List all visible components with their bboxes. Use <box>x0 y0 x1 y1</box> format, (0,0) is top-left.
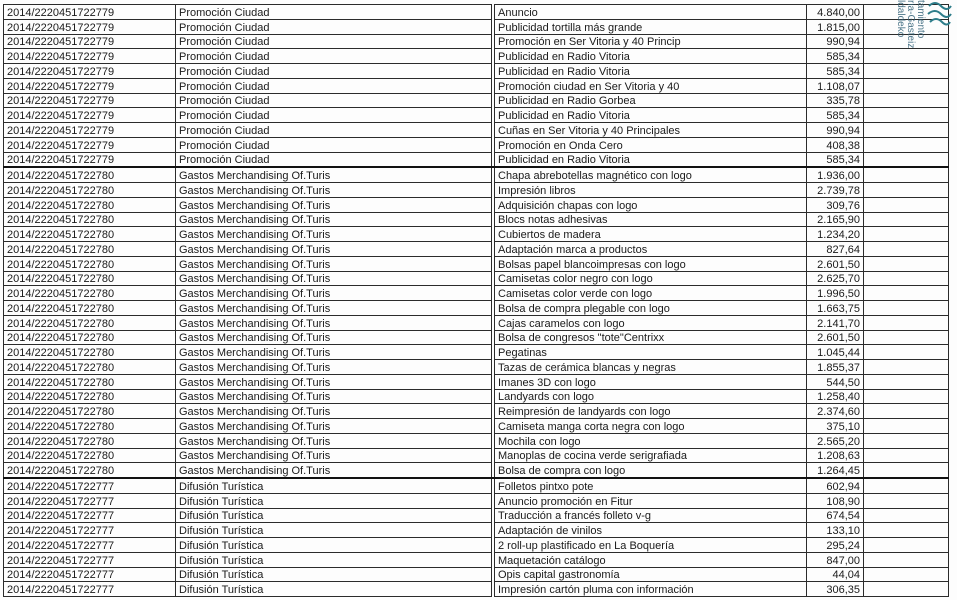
expense-amount-cell: 585,34 <box>807 152 864 167</box>
expense-code-cell: 2014/2220451722779 <box>4 34 176 49</box>
expense-category-cell: Gastos Merchandising Of.Turis <box>176 360 492 375</box>
table-row <box>4 49 949 64</box>
expense-description-cell: Reimpresión de landyards con logo <box>495 404 807 419</box>
expense-amount-cell: 2.565,20 <box>807 433 864 448</box>
expense-category-cell: Gastos Merchandising Of.Turis <box>176 374 492 389</box>
empty-cell <box>864 523 949 538</box>
table-row <box>4 152 949 167</box>
empty-cell <box>864 538 949 553</box>
expense-amount-cell: 1.996,50 <box>807 286 864 301</box>
empty-cell <box>864 345 949 360</box>
table-row <box>4 330 949 345</box>
expense-description-cell: Bolsa de compra con logo <box>495 463 807 478</box>
table-row <box>4 345 949 360</box>
empty-cell <box>864 227 949 242</box>
expense-description-cell: Bolsas papel blancoimpresas con logo <box>495 256 807 271</box>
table-row <box>4 123 949 138</box>
table-row <box>4 478 949 493</box>
expense-amount-cell: 1.045,44 <box>807 345 864 360</box>
empty-cell <box>864 242 949 257</box>
empty-cell <box>864 256 949 271</box>
table-row <box>4 389 949 404</box>
expense-description-cell: Publicidad en Radio Vitoria <box>495 108 807 123</box>
empty-cell <box>864 374 949 389</box>
expense-description-cell: Publicidad tortilla más grande <box>495 19 807 34</box>
expense-description-cell: Publicidad en Radio Vitoria <box>495 152 807 167</box>
table-row <box>4 108 949 123</box>
empty-cell <box>864 552 949 567</box>
expense-amount-cell: 674,54 <box>807 508 864 523</box>
expense-amount-cell: 2.141,70 <box>807 315 864 330</box>
expense-description-cell: Publicidad en Radio Vitoria <box>495 49 807 64</box>
table-row <box>4 493 949 508</box>
expense-category-cell: Gastos Merchandising Of.Turis <box>176 183 492 198</box>
expense-description-cell: Camisetas color negro con logo <box>495 271 807 286</box>
expense-description-cell: Camiseta manga corta negra con logo <box>495 419 807 434</box>
table-row <box>4 419 949 434</box>
table-row <box>4 315 949 330</box>
empty-cell <box>864 448 949 463</box>
expense-amount-cell: 585,34 <box>807 108 864 123</box>
table-row <box>4 374 949 389</box>
empty-cell <box>864 493 949 508</box>
expense-description-cell: Cajas caramelos con logo <box>495 315 807 330</box>
expense-description-cell: Cubiertos de madera <box>495 227 807 242</box>
empty-cell <box>864 433 949 448</box>
expense-category-cell: Difusión Turística <box>176 552 492 567</box>
expense-category-cell: Promoción Ciudad <box>176 19 492 34</box>
expense-amount-cell: 827,64 <box>807 242 864 257</box>
expense-category-cell: Difusión Turística <box>176 508 492 523</box>
expense-category-cell: Gastos Merchandising Of.Turis <box>176 463 492 478</box>
expense-category-cell: Promoción Ciudad <box>176 93 492 108</box>
expense-amount-cell: 1.855,37 <box>807 360 864 375</box>
expense-category-cell: Gastos Merchandising Of.Turis <box>176 389 492 404</box>
expense-amount-cell: 1.264,45 <box>807 463 864 478</box>
expense-amount-cell: 2.601,50 <box>807 256 864 271</box>
expense-amount-cell: 108,90 <box>807 493 864 508</box>
expense-code-cell: 2014/2220451722779 <box>4 108 176 123</box>
table-row <box>4 523 949 538</box>
expense-code-cell: 2014/2220451722779 <box>4 64 176 79</box>
expense-code-cell: 2014/2220451722780 <box>4 448 176 463</box>
empty-cell <box>864 271 949 286</box>
expense-description-cell: Publicidad en Radio Vitoria <box>495 64 807 79</box>
expense-amount-cell: 1.815,00 <box>807 19 864 34</box>
expense-amount-cell: 306,35 <box>807 582 864 597</box>
expense-code-cell: 2014/2220451722780 <box>4 167 176 182</box>
expense-category-cell: Promoción Ciudad <box>176 34 492 49</box>
expense-category-cell: Promoción Ciudad <box>176 108 492 123</box>
expense-category-cell: Difusión Turística <box>176 523 492 538</box>
expense-description-cell: Camisetas color verde con logo <box>495 286 807 301</box>
table-row <box>4 463 949 478</box>
expense-category-cell: Gastos Merchandising Of.Turis <box>176 448 492 463</box>
empty-cell <box>864 582 949 597</box>
table-row <box>4 34 949 49</box>
table-row <box>4 508 949 523</box>
empty-cell <box>864 330 949 345</box>
table-row <box>4 301 949 316</box>
expense-code-cell: 2014/2220451722777 <box>4 567 176 582</box>
table-row <box>4 137 949 152</box>
table-row <box>4 360 949 375</box>
expense-amount-cell: 847,00 <box>807 552 864 567</box>
expense-code-cell: 2014/2220451722779 <box>4 93 176 108</box>
expense-description-cell: Promoción en Ser Vitoria y 40 Princip <box>495 34 807 49</box>
expense-amount-cell: 990,94 <box>807 123 864 138</box>
expense-code-cell: 2014/2220451722779 <box>4 5 176 20</box>
empty-cell <box>864 301 949 316</box>
empty-cell <box>864 183 949 198</box>
expense-code-cell: 2014/2220451722779 <box>4 152 176 167</box>
table-row <box>4 404 949 419</box>
expense-description-cell: Mochila con logo <box>495 433 807 448</box>
expense-code-cell: 2014/2220451722779 <box>4 123 176 138</box>
expense-code-cell: 2014/2220451722780 <box>4 183 176 198</box>
empty-cell <box>864 152 949 167</box>
expense-amount-cell: 2.739,78 <box>807 183 864 198</box>
table-row <box>4 183 949 198</box>
ledger-body <box>4 5 949 597</box>
empty-cell <box>864 78 949 93</box>
expense-category-cell: Promoción Ciudad <box>176 49 492 64</box>
expense-category-cell: Promoción Ciudad <box>176 152 492 167</box>
table-row <box>4 212 949 227</box>
expense-amount-cell: 2.165,90 <box>807 212 864 227</box>
expense-amount-cell: 335,78 <box>807 93 864 108</box>
expense-amount-cell: 2.601,50 <box>807 330 864 345</box>
expense-category-cell: Gastos Merchandising Of.Turis <box>176 330 492 345</box>
expense-category-cell: Promoción Ciudad <box>176 123 492 138</box>
empty-cell <box>864 567 949 582</box>
seal-line: ria-Gasteiz <box>905 0 916 49</box>
expense-description-cell: Manoplas de cocina verde serigrafiada <box>495 448 807 463</box>
table-row <box>4 5 949 20</box>
expense-category-cell: Difusión Turística <box>176 493 492 508</box>
seal-line: tamiento <box>915 0 926 39</box>
expense-code-cell: 2014/2220451722780 <box>4 389 176 404</box>
expense-description-cell: Impresión cartón pluma con información <box>495 582 807 597</box>
expense-code-cell: 2014/2220451722779 <box>4 78 176 93</box>
expense-code-cell: 2014/2220451722780 <box>4 227 176 242</box>
expense-description-cell: Promoción ciudad en Ser Vitoria y 40 <box>495 78 807 93</box>
expense-category-cell: Difusión Turística <box>176 567 492 582</box>
expense-category-cell: Gastos Merchandising Of.Turis <box>176 212 492 227</box>
expense-category-cell: Difusión Turística <box>176 478 492 493</box>
expense-description-cell: Opis capital gastronomía <box>495 567 807 582</box>
expense-amount-cell: 375,10 <box>807 419 864 434</box>
expense-description-cell: Adaptación marca a productos <box>495 242 807 257</box>
expense-ledger-table <box>3 4 949 597</box>
expense-code-cell: 2014/2220451722780 <box>4 197 176 212</box>
expense-code-cell: 2014/2220451722777 <box>4 538 176 553</box>
expense-category-cell: Gastos Merchandising Of.Turis <box>176 419 492 434</box>
expense-description-cell: Adaptación de vinilos <box>495 523 807 538</box>
expense-code-cell: 2014/2220451722780 <box>4 433 176 448</box>
table-row <box>4 271 949 286</box>
expense-amount-cell: 1.208,63 <box>807 448 864 463</box>
expense-code-cell: 2014/2220451722780 <box>4 374 176 389</box>
expense-category-cell: Gastos Merchandising Of.Turis <box>176 315 492 330</box>
seal-emblem-icon <box>925 0 953 30</box>
empty-cell <box>864 108 949 123</box>
expense-description-cell: 2 roll-up plastificado en La Boquería <box>495 538 807 553</box>
empty-cell <box>864 64 949 79</box>
expense-description-cell: Landyards con logo <box>495 389 807 404</box>
table-row <box>4 256 949 271</box>
expense-amount-cell: 585,34 <box>807 49 864 64</box>
expense-category-cell: Gastos Merchandising Of.Turis <box>176 301 492 316</box>
expense-amount-cell: 133,10 <box>807 523 864 538</box>
expense-category-cell: Gastos Merchandising Of.Turis <box>176 286 492 301</box>
expense-category-cell: Gastos Merchandising Of.Turis <box>176 345 492 360</box>
municipal-seal <box>871 0 953 60</box>
expense-description-cell: Anuncio promoción en Fitur <box>495 493 807 508</box>
table-row <box>4 242 949 257</box>
expense-description-cell: Publicidad en Radio Gorbea <box>495 93 807 108</box>
expense-code-cell: 2014/2220451722780 <box>4 256 176 271</box>
expense-description-cell: Bolsa de compra plegable con logo <box>495 301 807 316</box>
empty-cell <box>864 478 949 493</box>
expense-description-cell: Bolsa de congresos "tote"Centrixx <box>495 330 807 345</box>
empty-cell <box>864 93 949 108</box>
expense-code-cell: 2014/2220451722777 <box>4 582 176 597</box>
expense-code-cell: 2014/2220451722780 <box>4 315 176 330</box>
empty-cell <box>864 286 949 301</box>
expense-amount-cell: 602,94 <box>807 478 864 493</box>
expense-description-cell: Promoción en Onda Cero <box>495 137 807 152</box>
expense-code-cell: 2014/2220451722780 <box>4 301 176 316</box>
table-row <box>4 197 949 212</box>
expense-code-cell: 2014/2220451722779 <box>4 49 176 64</box>
expense-category-cell: Difusión Turística <box>176 538 492 553</box>
expense-category-cell: Difusión Turística <box>176 582 492 597</box>
expense-code-cell: 2014/2220451722779 <box>4 19 176 34</box>
table-row <box>4 552 949 567</box>
expense-code-cell: 2014/2220451722777 <box>4 478 176 493</box>
empty-cell <box>864 197 949 212</box>
expense-description-cell: Chapa abrebotellas magnético con logo <box>495 167 807 182</box>
expense-amount-cell: 295,24 <box>807 538 864 553</box>
empty-cell <box>864 404 949 419</box>
empty-cell <box>864 167 949 182</box>
expense-description-cell: Imanes 3D con logo <box>495 374 807 389</box>
expense-category-cell: Gastos Merchandising Of.Turis <box>176 227 492 242</box>
expense-code-cell: 2014/2220451722780 <box>4 330 176 345</box>
expense-code-cell: 2014/2220451722777 <box>4 552 176 567</box>
expense-amount-cell: 990,94 <box>807 34 864 49</box>
table-row <box>4 167 949 182</box>
table-row <box>4 19 949 34</box>
expense-category-cell: Promoción Ciudad <box>176 64 492 79</box>
expense-amount-cell: 1.234,20 <box>807 227 864 242</box>
expense-amount-cell: 309,76 <box>807 197 864 212</box>
expense-description-cell: Traducción a francés folleto v-g <box>495 508 807 523</box>
empty-cell <box>864 360 949 375</box>
expense-amount-cell: 1.108,07 <box>807 78 864 93</box>
expense-category-cell: Promoción Ciudad <box>176 78 492 93</box>
empty-cell <box>864 508 949 523</box>
seal-text <box>881 0 925 58</box>
expense-category-cell: Gastos Merchandising Of.Turis <box>176 271 492 286</box>
expense-description-cell: Adquisición chapas con logo <box>495 197 807 212</box>
empty-cell <box>864 389 949 404</box>
empty-cell <box>864 419 949 434</box>
table-row <box>4 538 949 553</box>
table-row <box>4 64 949 79</box>
expense-code-cell: 2014/2220451722780 <box>4 271 176 286</box>
expense-description-cell: Pegatinas <box>495 345 807 360</box>
expense-category-cell: Gastos Merchandising Of.Turis <box>176 197 492 212</box>
expense-category-cell: Promoción Ciudad <box>176 5 492 20</box>
expense-description-cell: Impresión libros <box>495 183 807 198</box>
expense-amount-cell: 1.663,75 <box>807 301 864 316</box>
seal-line: ldaldeko <box>895 0 906 38</box>
expense-code-cell: 2014/2220451722777 <box>4 523 176 538</box>
expense-code-cell: 2014/2220451722779 <box>4 137 176 152</box>
expense-code-cell: 2014/2220451722780 <box>4 404 176 419</box>
expense-amount-cell: 44,04 <box>807 567 864 582</box>
expense-code-cell: 2014/2220451722780 <box>4 463 176 478</box>
expense-amount-cell: 544,50 <box>807 374 864 389</box>
table-row <box>4 448 949 463</box>
expense-description-cell: Tazas de cerámica blancas y negras <box>495 360 807 375</box>
expense-code-cell: 2014/2220451722777 <box>4 508 176 523</box>
table-row <box>4 227 949 242</box>
empty-cell <box>864 315 949 330</box>
expense-description-cell: Anuncio <box>495 5 807 20</box>
expense-code-cell: 2014/2220451722780 <box>4 212 176 227</box>
expense-category-cell: Gastos Merchandising Of.Turis <box>176 167 492 182</box>
expense-amount-cell: 1.936,00 <box>807 167 864 182</box>
expense-code-cell: 2014/2220451722780 <box>4 242 176 257</box>
table-row <box>4 567 949 582</box>
expense-category-cell: Gastos Merchandising Of.Turis <box>176 433 492 448</box>
expense-category-cell: Promoción Ciudad <box>176 137 492 152</box>
table-row <box>4 93 949 108</box>
expense-code-cell: 2014/2220451722780 <box>4 345 176 360</box>
expense-amount-cell: 2.625,70 <box>807 271 864 286</box>
table-row <box>4 78 949 93</box>
expense-category-cell: Gastos Merchandising Of.Turis <box>176 404 492 419</box>
table-row <box>4 433 949 448</box>
expense-description-cell: Cuñas en Ser Vitoria y 40 Principales <box>495 123 807 138</box>
expense-description-cell: Blocs notas adhesivas <box>495 212 807 227</box>
expense-amount-cell: 4.840,00 <box>807 5 864 20</box>
expense-amount-cell: 1.258,40 <box>807 389 864 404</box>
empty-cell <box>864 463 949 478</box>
expense-description-cell: Maquetación catálogo <box>495 552 807 567</box>
empty-cell <box>864 123 949 138</box>
table-row <box>4 582 949 597</box>
expense-code-cell: 2014/2220451722780 <box>4 419 176 434</box>
empty-cell <box>864 212 949 227</box>
expense-code-cell: 2014/2220451722780 <box>4 286 176 301</box>
expense-code-cell: 2014/2220451722780 <box>4 360 176 375</box>
expense-code-cell: 2014/2220451722777 <box>4 493 176 508</box>
expense-category-cell: Gastos Merchandising Of.Turis <box>176 256 492 271</box>
expense-description-cell: Folletos pintxo pote <box>495 478 807 493</box>
expense-amount-cell: 2.374,60 <box>807 404 864 419</box>
expense-amount-cell: 408,38 <box>807 137 864 152</box>
expense-amount-cell: 585,34 <box>807 64 864 79</box>
table-row <box>4 286 949 301</box>
empty-cell <box>864 137 949 152</box>
expense-category-cell: Gastos Merchandising Of.Turis <box>176 242 492 257</box>
